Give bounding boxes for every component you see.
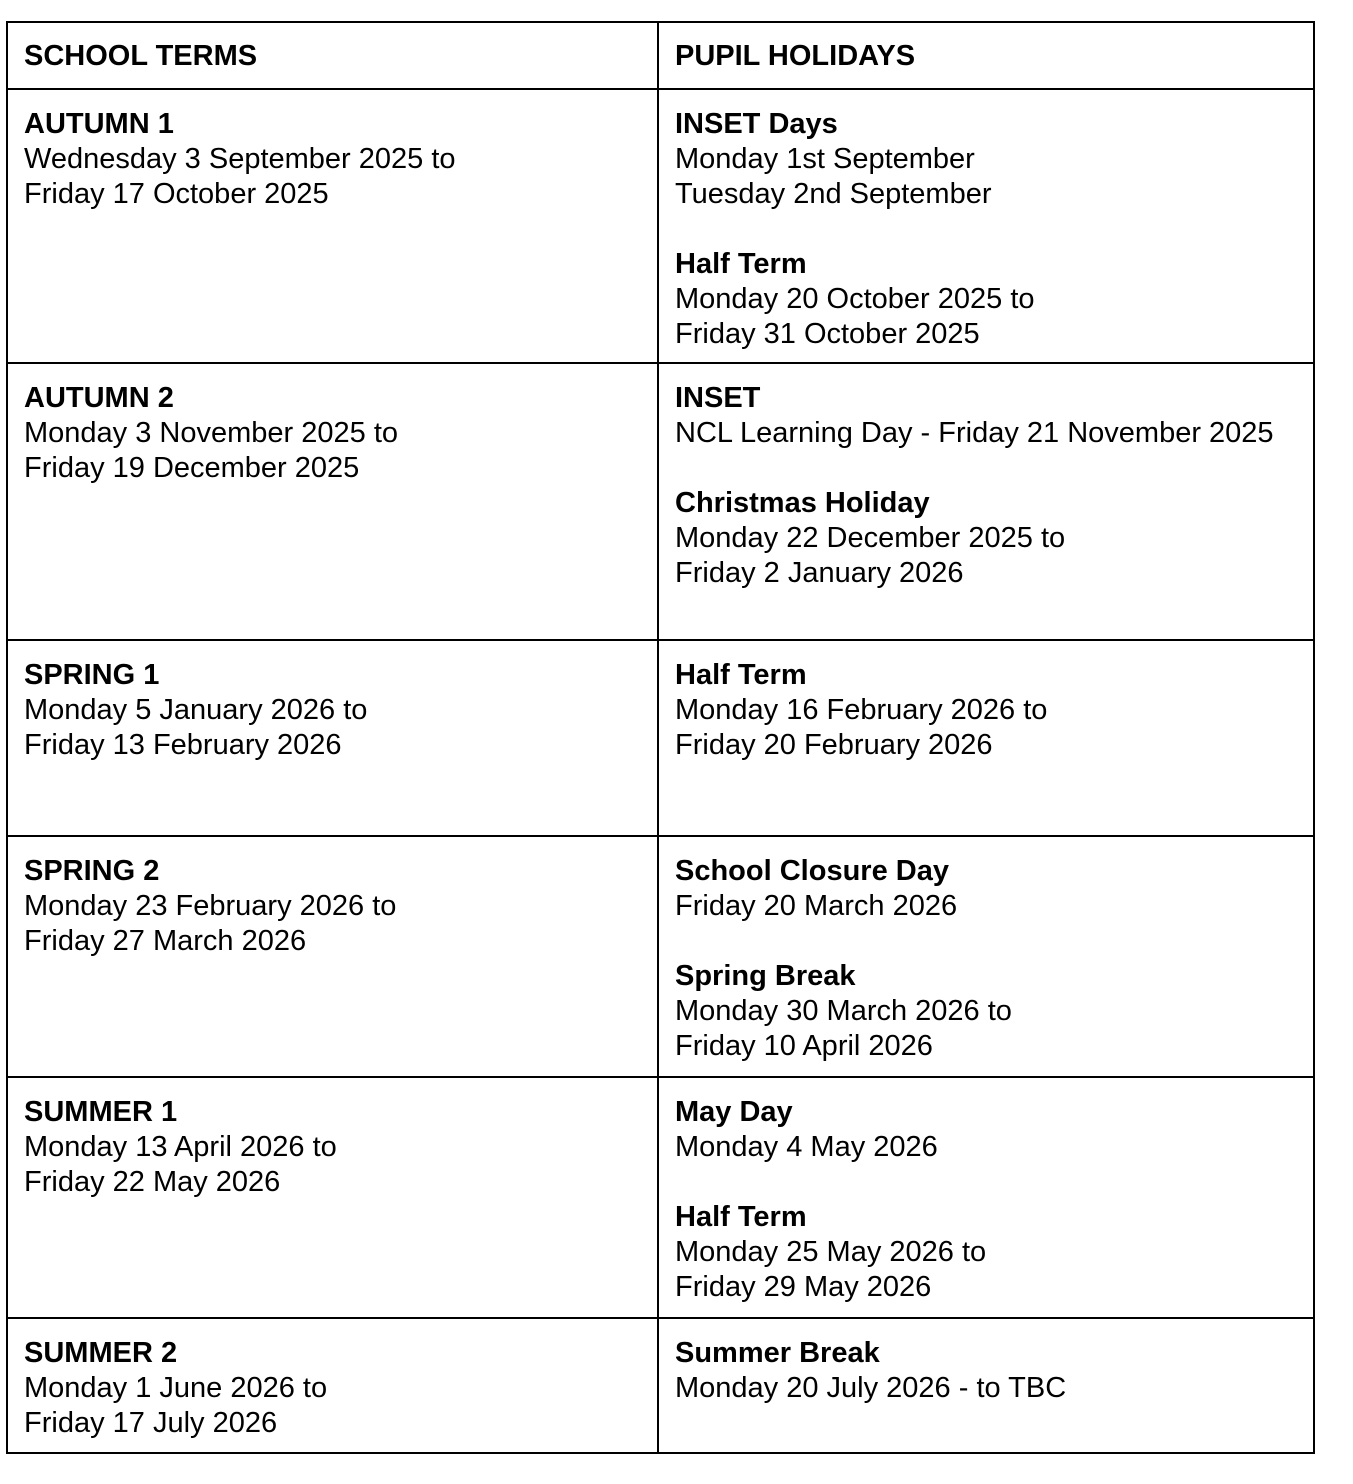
term-start: Monday 5 January 2026 to <box>24 694 368 726</box>
term-name: AUTUMN 1 <box>24 108 174 140</box>
holiday-line: Friday 10 April 2026 <box>675 1030 933 1062</box>
term-dates-table <box>6 21 1315 1454</box>
holiday-cell <box>658 1077 1314 1318</box>
term-end: Friday 17 October 2025 <box>24 178 329 210</box>
term-cell <box>7 640 658 836</box>
holiday-title: INSET <box>675 382 761 414</box>
table-row <box>7 1318 1314 1453</box>
term-name: AUTUMN 2 <box>24 382 174 414</box>
holiday-title: Half Term <box>675 659 807 691</box>
term-start: Monday 13 April 2026 to <box>24 1131 337 1163</box>
holiday-line: Friday 20 March 2026 <box>675 890 958 922</box>
holiday-line: NCL Learning Day - Friday 21 November 2025 <box>675 417 1274 449</box>
term-start: Monday 1 June 2026 to <box>24 1372 328 1404</box>
holiday-line: Monday 25 May 2026 to <box>675 1236 987 1268</box>
header-row <box>7 22 1314 89</box>
holiday-line: Monday 20 October 2025 to <box>675 283 1035 315</box>
holiday-line: Friday 31 October 2025 <box>675 318 980 350</box>
table-row <box>7 1077 1314 1318</box>
term-name: SUMMER 1 <box>24 1096 178 1128</box>
term-name: SPRING 1 <box>24 659 160 691</box>
term-end: Friday 13 February 2026 <box>24 729 342 761</box>
term-start: Wednesday 3 September 2025 to <box>24 143 456 175</box>
holiday-title: Summer Break <box>675 1337 880 1369</box>
term-end: Friday 27 March 2026 <box>24 925 307 957</box>
holiday-line: Friday 2 January 2026 <box>675 557 964 589</box>
holiday-title: School Closure Day <box>675 855 949 887</box>
term-end: Friday 19 December 2025 <box>24 452 360 484</box>
holiday-cell <box>658 363 1314 640</box>
term-start: Monday 23 February 2026 to <box>24 890 397 922</box>
holiday-line: Tuesday 2nd September <box>675 178 992 210</box>
term-end: Friday 17 July 2026 <box>24 1407 278 1439</box>
holiday-line: Monday 16 February 2026 to <box>675 694 1048 726</box>
term-cell <box>7 89 658 363</box>
holiday-title: Christmas Holiday <box>675 487 930 519</box>
term-start: Monday 3 November 2025 to <box>24 417 398 449</box>
school-terms-header: SCHOOL TERMS <box>7 22 658 89</box>
term-cell <box>7 1077 658 1318</box>
table-row <box>7 363 1314 640</box>
term-cell <box>7 363 658 640</box>
holiday-line: Monday 4 May 2026 <box>675 1131 938 1163</box>
table-row <box>7 89 1314 363</box>
holiday-title: Half Term <box>675 248 807 280</box>
table-row <box>7 836 1314 1077</box>
holiday-cell <box>658 89 1314 363</box>
term-cell <box>7 1318 658 1453</box>
holiday-title: Half Term <box>675 1201 807 1233</box>
table-row <box>7 640 1314 836</box>
holiday-line: Friday 20 February 2026 <box>675 729 993 761</box>
holiday-cell <box>658 1318 1314 1453</box>
term-name: SPRING 2 <box>24 855 160 887</box>
holiday-line: Monday 22 December 2025 to <box>675 522 1066 554</box>
holiday-line: Monday 1st September <box>675 143 975 175</box>
holiday-line: Friday 29 May 2026 <box>675 1271 932 1303</box>
term-cell <box>7 836 658 1077</box>
term-name: SUMMER 2 <box>24 1337 178 1369</box>
term-end: Friday 22 May 2026 <box>24 1166 281 1198</box>
holiday-cell <box>658 640 1314 836</box>
holiday-line: Monday 20 July 2026 - to TBC <box>675 1372 1067 1404</box>
holiday-title: INSET Days <box>675 108 838 140</box>
holiday-title: Spring Break <box>675 960 856 992</box>
holiday-title: May Day <box>675 1096 793 1128</box>
holiday-line: Monday 30 March 2026 to <box>675 995 1012 1027</box>
pupil-holidays-header: PUPIL HOLIDAYS <box>658 22 1314 89</box>
holiday-cell <box>658 836 1314 1077</box>
